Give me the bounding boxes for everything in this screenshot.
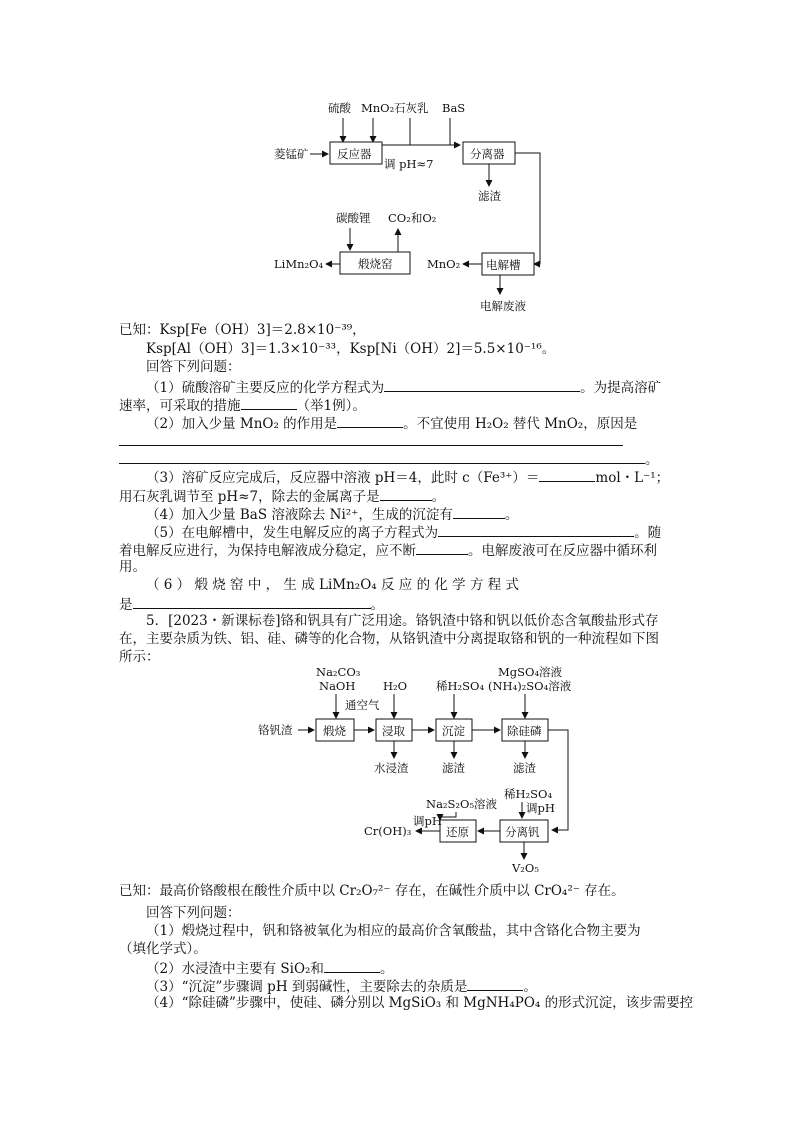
ph-label: 调 pH≈7 bbox=[384, 157, 434, 171]
q4-p5-line2: 着电解反应进行，为保持电解液成分稳定，应不断 。电解废液可在反应器中循环利 bbox=[119, 540, 657, 560]
blank-q4-2c[interactable] bbox=[119, 449, 645, 464]
q4-known1: 已知：Ksp[Fe（OH）3]＝2.8×10⁻³⁹， bbox=[119, 322, 366, 338]
desip-label: 除硅磷 bbox=[507, 724, 542, 738]
h2o-label: H₂O bbox=[383, 679, 408, 693]
residue-label: 滤渣 bbox=[478, 189, 501, 203]
adjph2-label: 调pH bbox=[413, 814, 442, 828]
reduce-label: 还原 bbox=[446, 825, 469, 839]
q5-known: 已知：最高价铬酸根在酸性介质中以 Cr₂O₇²⁻ 存在，在碱性介质中以 CrO₄²⁻ 存在。 bbox=[119, 883, 625, 899]
blank-q4-2b[interactable] bbox=[119, 431, 623, 446]
q5-head1: 5．[2023・新课标卷]铬和钒具有广泛用途。铬钒渣中铬和钒以低价态含氧酸盐形式存 bbox=[146, 613, 659, 629]
gas-label: CO₂和O₂ bbox=[388, 211, 437, 225]
q4-p4: （4）加入少量 BaS 溶液除去 Ni²⁺，生成的沉淀有 。 bbox=[146, 504, 518, 524]
blank-q4-5[interactable] bbox=[438, 522, 634, 537]
q4-known2: Ksp[Al（OH）3]＝1.3×10⁻³³，Ksp[Ni（OH）2]＝5.5×10⁻¹⁶。 bbox=[146, 341, 556, 357]
blank-q4-4[interactable] bbox=[453, 504, 505, 519]
blank-q4-6[interactable] bbox=[133, 594, 371, 609]
leach-label: 浸取 bbox=[382, 724, 405, 738]
input-mno2: MnO₂ bbox=[361, 101, 395, 115]
q4-answer: 回答下列问题： bbox=[146, 359, 241, 375]
input-h2so4: 硫酸 bbox=[328, 101, 351, 115]
blank-q4-2[interactable] bbox=[337, 413, 403, 428]
naoh-label: NaOH bbox=[319, 679, 356, 693]
q5-head2: 在，主要杂质为铁、铝、硅、磷等的化合物，从铬钒渣中分离提取铬和钒的一种流程如下图 bbox=[119, 631, 659, 647]
q4-p3-line2: 用石灰乳调节至 pH≈7，除去的金属离子是 。 bbox=[119, 486, 445, 506]
h2so4b-label: 稀H₂SO₄ bbox=[504, 787, 553, 801]
ore-label: 菱锰矿 bbox=[274, 147, 309, 161]
calcine-label: 煅烧 bbox=[323, 724, 346, 738]
q4-p5-line1: （5）在电解槽中，发生电解反应的离子方程式为 。随 bbox=[146, 522, 661, 542]
separator-label: 分离器 bbox=[470, 147, 505, 161]
filt2-label: 滤渣 bbox=[513, 761, 536, 775]
flowchart-mn bbox=[260, 98, 560, 318]
blank-q4-3b[interactable] bbox=[380, 486, 432, 501]
li2co3-label: 碳酸锂 bbox=[336, 211, 371, 225]
flowchart-crv bbox=[250, 662, 630, 874]
waste-label: 电解废液 bbox=[480, 299, 526, 313]
q4-p5-line3: 用。 bbox=[119, 559, 146, 575]
adjph-label: 调pH bbox=[526, 801, 555, 815]
q4-p1-line2: 速率，可采取的措施 （举1例）。 bbox=[119, 395, 366, 415]
blank-q4-1[interactable] bbox=[384, 377, 580, 392]
kiln-label: 煅烧窑 bbox=[358, 257, 393, 271]
blank-q4-5b[interactable] bbox=[416, 540, 468, 555]
q5-p2: （2）水浸渣中主要有 SiO₂和 。 bbox=[146, 958, 393, 978]
q4-p2-line1: （2）加入少量 MnO₂ 的作用是 。不宜使用 H₂O₂ 替代 MnO₂，原因是 bbox=[146, 413, 637, 433]
q5-p1-line1: （1）煅烧过程中，钒和铬被氧化为相应的最高价含氧酸盐，其中含铬化合物主要为 bbox=[146, 923, 641, 939]
q5-p1-line2: （填化学式）。 bbox=[119, 941, 207, 957]
reactor-label: 反应器 bbox=[337, 147, 372, 161]
nh4so4-label: (NH₄)₂SO₄溶液 bbox=[488, 679, 572, 693]
q5-p3: （3）“沉淀”步骤调 pH 到弱碱性，主要除去的杂质是 。 bbox=[146, 976, 537, 996]
waterslag-label: 水浸渣 bbox=[374, 761, 409, 775]
mgso4-label: MgSO₄溶液 bbox=[498, 665, 563, 679]
croh3-label: Cr(OH)₃ bbox=[364, 824, 412, 838]
q5-head3: 所示： bbox=[119, 649, 160, 665]
mno2-label: MnO₂ bbox=[427, 257, 461, 271]
slag-label: 铬钒渣 bbox=[258, 723, 293, 737]
q4-p2-line2 bbox=[119, 431, 623, 451]
q4-p2-line3: 。 bbox=[119, 449, 659, 469]
q4-p6-line2: 是 。 bbox=[119, 594, 384, 614]
q4-p3-line1: （3）溶矿反应完成后，反应器中溶液 pH＝4，此时 c（Fe³⁺）＝ mol・L⁻¹； bbox=[146, 467, 669, 487]
na2co3-label: Na₂CO₃ bbox=[316, 665, 361, 679]
q4-p6-line1: （ 6 ） 煅 烧 窑 中 ， 生 成 LiMn₂O₄ 反 应 的 化 学 方 程 式 bbox=[146, 577, 520, 593]
q5-p4: （4）“除硅磷”步骤中，使硅、磷分别以 MgSiO₃ 和 MgNH₄PO₄ 的形式沉淀，该步需要控 bbox=[146, 995, 694, 1011]
blank-q4-3[interactable] bbox=[539, 467, 595, 482]
h2so4-label: 稀H₂SO₄ bbox=[436, 679, 485, 693]
v2o5-label: V₂O₅ bbox=[512, 861, 539, 874]
na2s2o5-label: Na₂S₂O₅溶液 bbox=[426, 797, 498, 811]
q4-p1-line1: （1）硫酸溶矿主要反应的化学方程式为 。为提高溶矿 bbox=[146, 377, 661, 397]
air-label: 通空气 bbox=[345, 698, 380, 712]
blank-q5-3[interactable] bbox=[467, 976, 523, 991]
input-bas: BaS bbox=[442, 101, 466, 115]
filt1-label: 滤渣 bbox=[442, 761, 465, 775]
sepv-label: 分离钒 bbox=[505, 825, 540, 839]
cell-label: 电解槽 bbox=[486, 258, 521, 272]
blank-q5-2[interactable] bbox=[324, 958, 380, 973]
product-label: LiMn₂O₄ bbox=[274, 257, 324, 271]
input-lime: 石灰乳 bbox=[394, 101, 429, 115]
q5-answer: 回答下列问题： bbox=[146, 905, 241, 921]
blank-q4-1b[interactable] bbox=[241, 395, 297, 410]
precip-label: 沉淀 bbox=[442, 724, 465, 738]
